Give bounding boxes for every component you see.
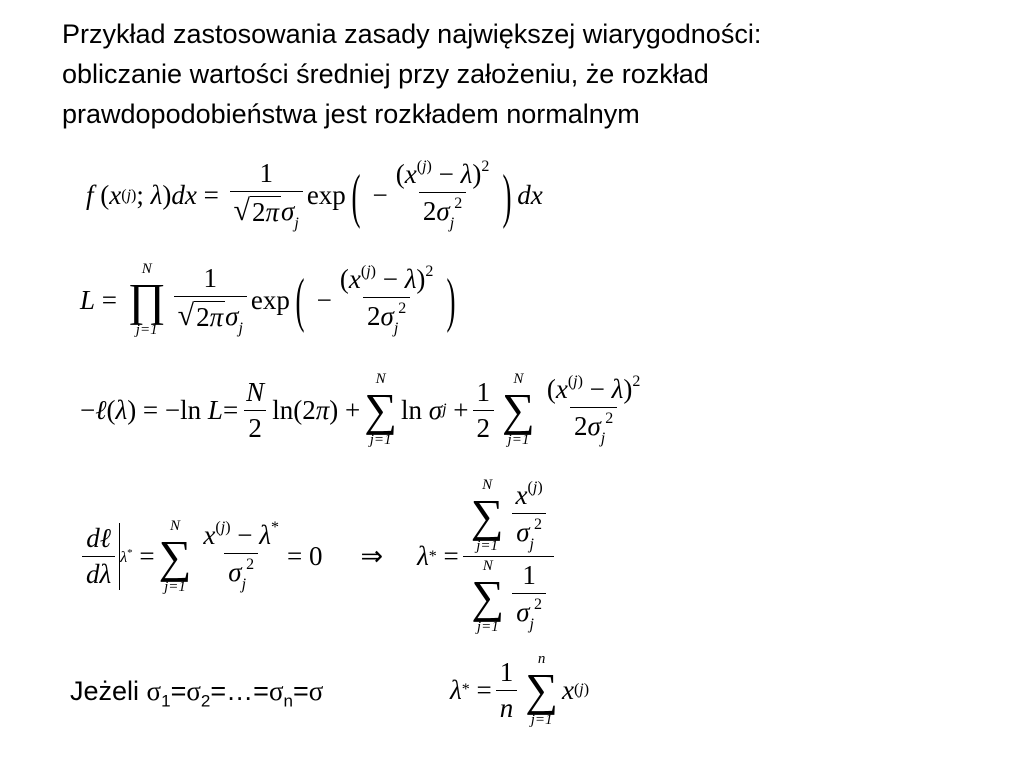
equation-probability-density: f ( x (j) ; λ ) dx = 1 √ 2π $\sigma_j$ exp ( − $\frac{(x^{(j)} - \lambda)^2}{2\sigma_j^2}$ ) dx [86,158,543,232]
heading-line-3: prawdopodobieństwa jest rozkładem normalnym [62,99,640,129]
derivative-evaluated: $\frac{\text{dℓ}}{d\lambda}$ [82,523,120,590]
fraction-normalization: 1 √ 2π $\sigma_j$ [230,158,303,233]
sum-operator: n ∑ j=1 [525,651,558,728]
equation-negative-log-likelihood: − ℓ ( λ ) = − ln L = $\frac{N}{2}$ ln (2 π ) + N ∑ j=1 ln σ j + $\frac{1}{2}$ N ∑ j=1 $\frac{(x^{(j)} - \lambda)^2}{2\sigma_j^2}$ [80,372,648,448]
fraction-squared-deviation: $\frac{(x^{(j)} - \lambda)^2}{2\sigma_j^2}$ [546,372,641,447]
heading-line-2: obliczanie wartości średniej przy założeniu, że rozkład [62,59,709,89]
equal-sigma-condition: Jeżeli $\sigma_1=\sigma_2=\dots=\sigma_n=\sigma$ [70,676,324,711]
sum-operator: N ∑ j=1 [364,371,397,448]
fraction-deviation: $\frac{x^{(j)} - \lambda^*}{\sigma_j^2}$ [203,519,279,593]
equation-likelihood: L = N ∏ j=1 1 √ 2π $\sigma_j$ exp ( − $\frac{(x^{(j)} - \lambda)^2}{2\sigma_j^2}$ ) [80,261,456,338]
heading-line-1: Przykład zastosowania zasady największej wiarygodności: [62,19,762,49]
fraction-n-over-2: $\frac{N}{2}$ [246,376,265,443]
fraction-exponent: $\frac{(x^{(j)} - \lambda)^2}{2\sigma_j^2}$ [339,262,434,337]
fraction-normalization: 1 √ 2π $\sigma_j$ [174,263,247,338]
equation-arithmetic-mean: λ * = $\frac{1}{n}$ n ∑ j=1 x (j) [450,651,590,728]
sum-operator: N ∑ j=1 [502,371,535,448]
fraction-one-over-n: $\frac{1}{n}$ [496,657,518,724]
sum-operator: N ∑ j=1 [158,517,192,595]
fraction-exponent: $\frac{(x^{(j)} - \lambda)^2}{2\sigma_j^2}$ [395,158,490,232]
fraction-one-half: $\frac{1}{2}$ [473,377,495,444]
product-operator: N ∏ j=1 [127,261,166,338]
slide-heading [62,14,1002,134]
implies-arrow: ⇒ [360,541,384,571]
fraction-weighted-mean: N ∑ j=1 $\frac{x^{(j)}}{\sigma_j^2}$ N ∑ j=1 $\frac{1}{\sigma_j^2}$ [463,478,555,635]
equation-derivative-condition: $\frac{\text{dℓ}}{d\lambda}$ λ* = N ∑ j=1 $\frac{x^{(j)} - \lambda^*}{\sigma_j^2}$ = 0 ⇒ λ * = N ∑ j=1 $\frac{x^{(j)}}{\sigma_j^2}$ N ∑ j=1 $\frac{1}{\sigma_j^2}$ [82,478,559,635]
